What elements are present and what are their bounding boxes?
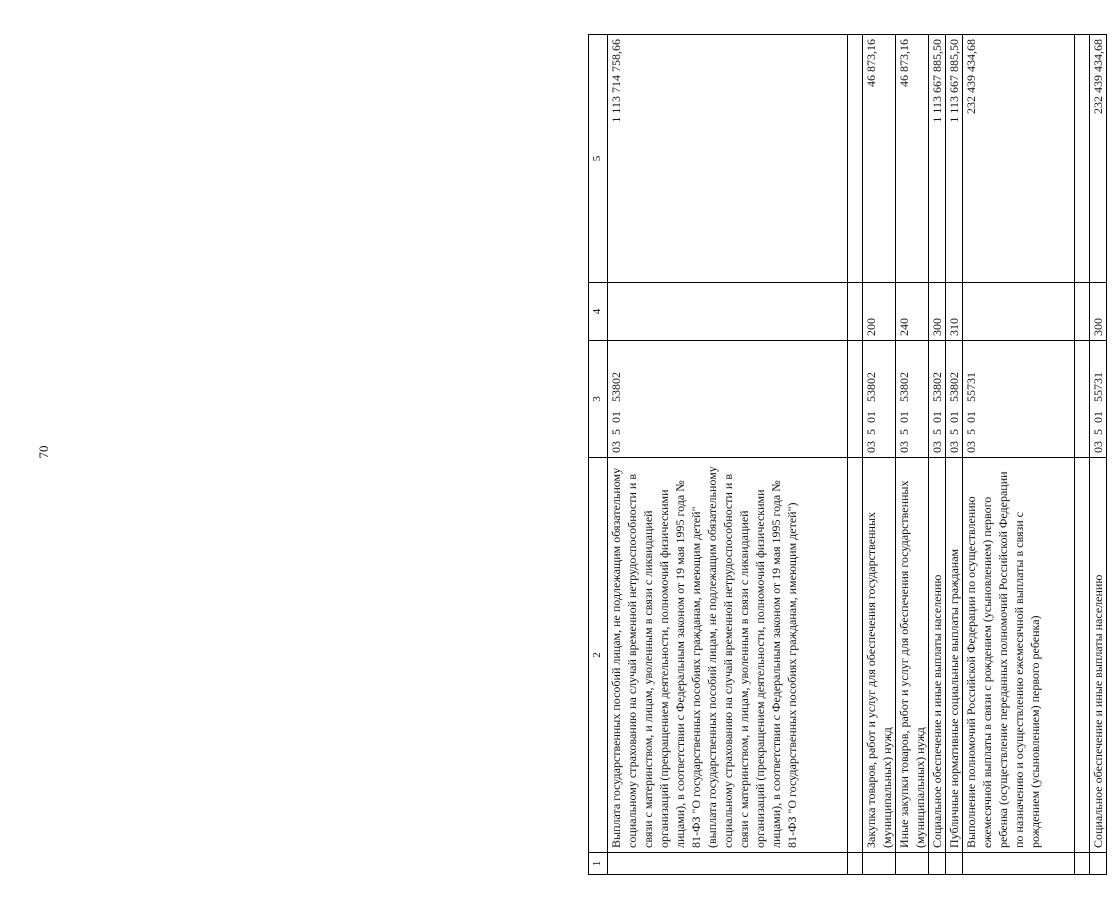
- row-type: 310: [946, 283, 963, 341]
- row-type: 300: [929, 283, 946, 341]
- header-row: [589, 35, 608, 875]
- row-code: 03 5 01 53802: [929, 341, 946, 458]
- row-description: Социальное обеспечение и иные выплаты населению: [929, 458, 946, 853]
- row-type: 240: [896, 283, 929, 341]
- row-description: Закупка товаров, работ и услуг для обеспечения государственных (муниципальных) нужд: [863, 458, 896, 853]
- row-code: 03 5 01 53802: [863, 341, 896, 458]
- row-description: Социальное обеспечение и иные выплаты населению: [1090, 458, 1107, 853]
- header-col-4: 4: [589, 283, 608, 341]
- row-code: 03 5 01 53802: [608, 341, 848, 458]
- table-row: [863, 35, 896, 875]
- row-number-cell: [929, 853, 946, 875]
- row-amount: 1 113 667 885,50: [946, 35, 963, 283]
- spacer-row: [1075, 35, 1090, 875]
- row-number-cell: [1090, 853, 1107, 875]
- table-row: [1090, 35, 1107, 875]
- table-row: [946, 35, 963, 875]
- row-type: [608, 283, 848, 341]
- row-amount: 1 113 714 758,66: [608, 35, 848, 283]
- page-number: 70: [36, 445, 51, 459]
- row-code: 03 5 01 53802: [946, 341, 963, 458]
- row-number-cell: [946, 853, 963, 875]
- row-number-cell: [963, 853, 1075, 875]
- budget-table-rotated: [588, 35, 1116, 875]
- row-description: Иные закупки товаров, работ и услуг для обеспечения государственных (муниципальных) нужд: [896, 458, 929, 853]
- row-code: 03 5 01 55731: [1090, 341, 1107, 458]
- row-amount: 1 113 667 885,50: [929, 35, 946, 283]
- row-type: [963, 283, 1075, 341]
- row-description: Выполнение полномочий Российской Федерации по осуществлению ежемесячной выплаты в связи с рождением (усыновлением) первого ребенка (осуществление переданных полномочий Российской Федерации по назначению и осуществлению ежемесячной выплаты в связи с рождением (усыновлением) первого ребенка): [963, 458, 1075, 853]
- table-row: [896, 35, 929, 875]
- table-row: [929, 35, 946, 875]
- header-col-5: 5: [589, 35, 608, 283]
- row-code: 03 5 01 55731: [963, 341, 1075, 458]
- table-row: [608, 35, 848, 875]
- row-description: Публичные нормативные социальные выплаты гражданам: [946, 458, 963, 853]
- header-col-1: 1: [589, 853, 608, 875]
- row-type: 200: [863, 283, 896, 341]
- header-col-2: 2: [589, 458, 608, 853]
- row-amount: 46 873,16: [896, 35, 929, 283]
- row-amount: 232 439 434,68: [1090, 35, 1107, 283]
- row-number-cell: [608, 853, 848, 875]
- table-row: [963, 35, 1075, 875]
- row-type: 300: [1090, 283, 1107, 341]
- row-amount: 46 873,16: [863, 35, 896, 283]
- spacer-row: [848, 35, 863, 875]
- header-col-3: 3: [589, 341, 608, 458]
- row-code: 03 5 01 53802: [896, 341, 929, 458]
- row-number-cell: [896, 853, 929, 875]
- row-number-cell: [863, 853, 896, 875]
- row-description: Выплата государственных пособий лицам, не подлежащим обязательному социальному страхованию на случай временной нетрудоспособности и в связи с материнством, и лицам, уволенным в связи с ликвидацией организаций (прекращением деятельности, полномочий физическими лицами), в соответствии с Федеральным законом от 19 мая 1995 года № 81-ФЗ "О государственных пособиях гражданам, имеющим детей" (выплата государственных пособий лицам, не подлежащим обязательному социальному страхованию на случай временной нетрудоспособности и в связи с материнством, и лицам, уволенным в связи с ликвидацией организаций (прекращением деятельности, полномочий физическими лицами), в соответствии с Федеральным законом от 19 мая 1995 года № 81-ФЗ "О государственных пособиях гражданам, имеющим детей"): [608, 458, 848, 853]
- row-amount: 232 439 434,68: [963, 35, 1075, 283]
- budget-table: [588, 34, 1107, 875]
